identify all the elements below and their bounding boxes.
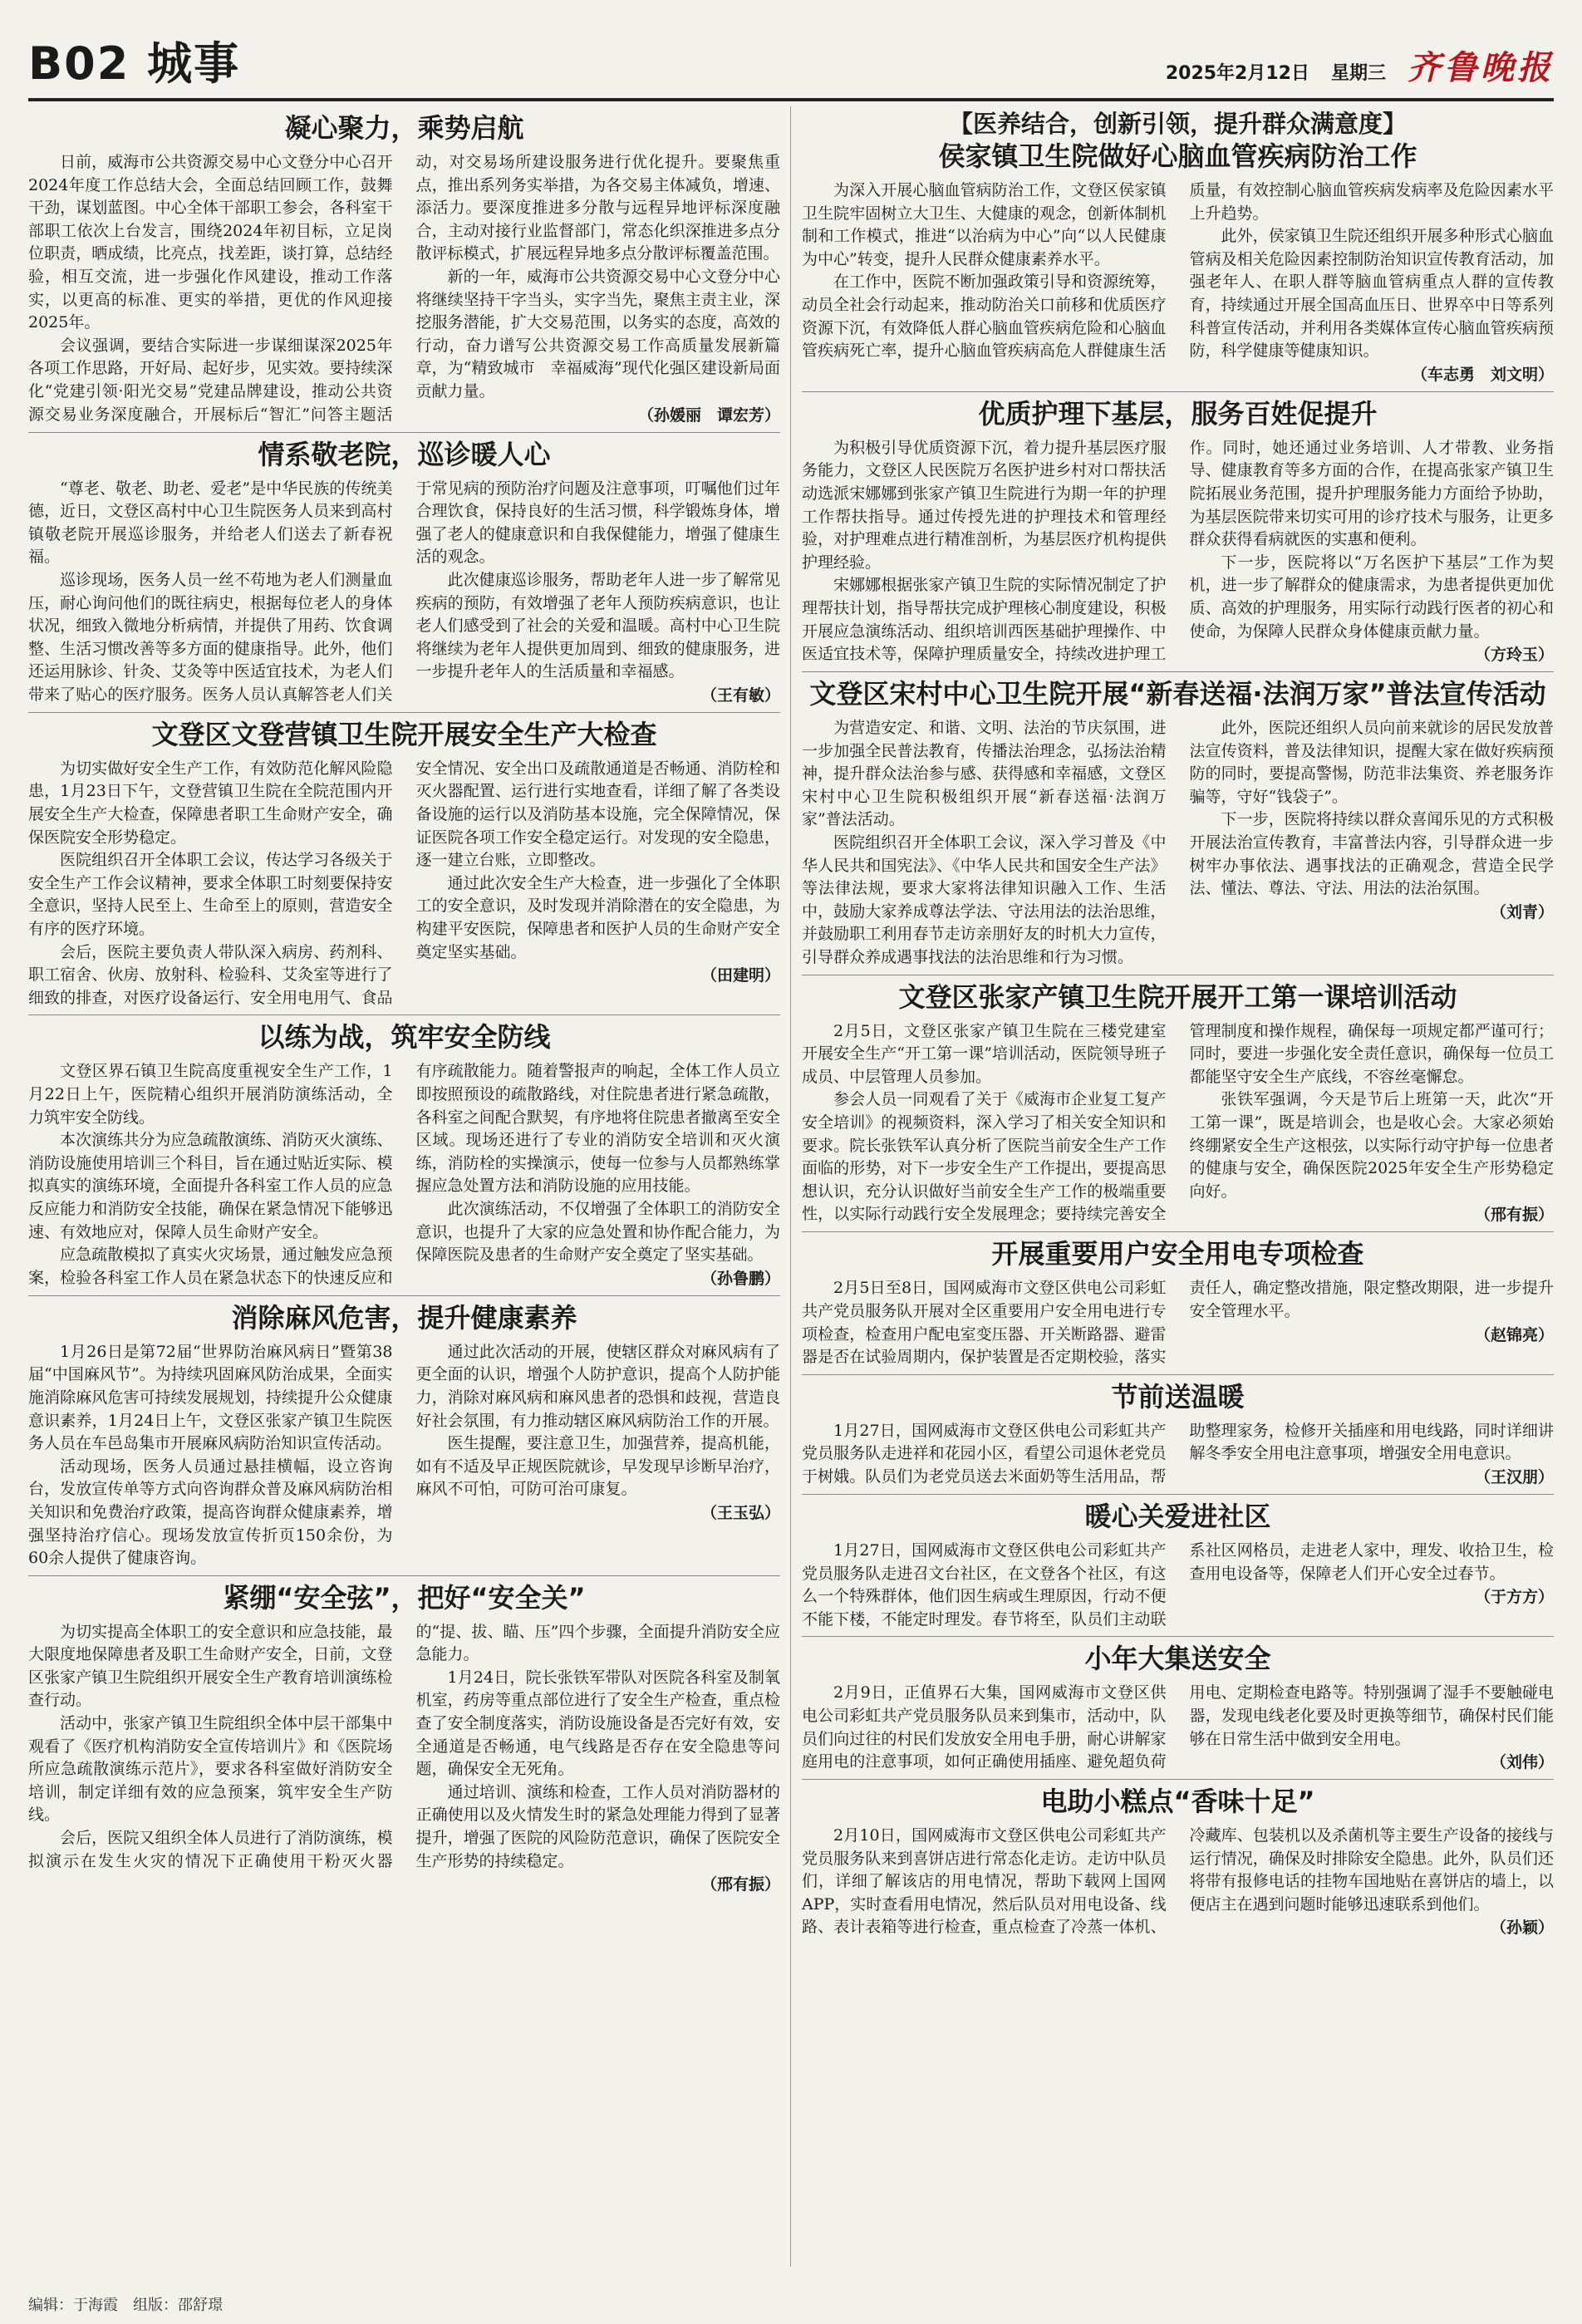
article-paragraph: 下一步，医院将持续以群众喜闻乐见的方式积极开展法治宣传教育，丰富普法内容，引导群众进一步树牢办事依法、遇事找法的正确观念，营造全民学法、懂法、尊法、守法、用法的法治氛围。	[1189, 810, 1554, 898]
article-headline: 文登区张家产镇卫生院开展开工第一课培训活动	[898, 980, 1457, 1013]
article-byline: （赵锦亮）	[1474, 1325, 1554, 1344]
article-paragraph: 2月10日，国网威海市文登区供电公司彩虹共产党员服务队来到喜饼店进行常态化走访。走访中队员们，详细了解该店的用电情况，帮助下载网上国网APP，实时查看用电情况，然后队员对用电设备、线路、表计表箱等进行检查，重点检查了冷蒸一体机、冷藏库、包装机以及杀菌机等主要生产设备的接线与运行情况，确保及时排除安全隐患。此外，队员们还将带有报修电话的挂物车国地贴在喜饼店的墙上，以便店主在遇到问题时能够迅速联系到他们。	[802, 1826, 1554, 1937]
article-paragraph: 本次演练共分为应急疏散演练、消防灭火演练、消防设施使用培训三个科目，旨在通过贴近实际、模拟真实的演练环境，全面提升各科室工作人员的应急反应能力和消防安全技能，确保在紧急情况下能够迅速、有效地应对，保障人员生命财产安全。	[28, 1131, 393, 1241]
article-headline: 节前送温暖	[1111, 1380, 1245, 1413]
article-byline: （刘青）	[1490, 902, 1554, 921]
article-byline: （孙媛丽 谭宏芳）	[637, 405, 780, 425]
article-body	[802, 1540, 1554, 1631]
article	[28, 1576, 780, 1902]
article-headline: 小年大集送安全	[1084, 1643, 1271, 1675]
article-body	[28, 1060, 780, 1290]
issue-date: 2025年2月12日	[1165, 63, 1309, 84]
article-body	[28, 758, 780, 1010]
article	[28, 1015, 780, 1295]
article-byline: （邢有振）	[700, 1875, 780, 1894]
article-kicker: 【医养结合，创新引领，提升群众满意度】	[948, 110, 1407, 138]
issue-weekday: 星期三	[1330, 63, 1386, 84]
article-paragraph: 张铁军强调，今天是节后上班第一天，此次“开工第一课”，既是培训会，也是收心会。大家必须始终绷紧安全生产这根弦，以实际行动守护每一位患者的健康与安全，确保医院2025年安全生产形势稳定向好。	[1189, 1090, 1554, 1201]
article-paragraph: 活动现场，医务人员通过悬挂横幅，设立咨询台，发放宣传单等方式向咨询群众普及麻风病防治相关知识和免费治疗政策，提高咨询群众健康素养，增强坚持治疗信心。现场发放宣传折页150余份，为60余人提供了健康咨询。	[28, 1457, 393, 1568]
article-paragraph: 为深入开展心脑血管病防治工作，文登区侯家镇卫生院牢固树立大卫生、大健康的观念，创新体制机制和工作模式，推进“以治病为中心”向“以人民健康为中心”转变，提升人民群众健康素养水平。	[802, 181, 1167, 268]
article-body	[28, 151, 780, 427]
article	[28, 713, 780, 1016]
article-body	[802, 1682, 1554, 1774]
article-byline: （田建明）	[700, 966, 780, 985]
article	[28, 106, 780, 433]
article-body	[802, 179, 1554, 386]
article-paragraph: 1月24日，院长张铁军带队对医院各科室及制氧机室，药房等重点部位进行了安全生产检查，重点检查了安全制度落实，消防设施设备是否完好有效，安全通道是否畅通，电气线路是否存在安全隐患等问题，确保安全无死角。	[415, 1668, 780, 1779]
article-body	[802, 1277, 1554, 1368]
article-paragraph: 通过培训、演练和检查，工作人员对消防器材的正确使用以及火情发生时的紧急处理能力得到了显著提升，增强了医院的风险防范意识，确保了医院安全生产形势的持续稳定。	[415, 1782, 780, 1870]
article-paragraph: 此次演练活动，不仅增强了全体职工的消防安全意识，也提升了大家的应急处置和协作配合能力，为保障医院及患者的生命财产安全奠定了坚实基础。	[415, 1199, 780, 1265]
article-byline: （车志勇 刘文明）	[1411, 365, 1554, 384]
article-paragraph: 活动中，张家产镇卫生院组织全体中层干部集中观看了《医疗机构消防安全宣传培训片》和《医院场所应急疏散演练示范片》，要求各科室做好消防安全培训，制定详细有效的应急预案，筑牢安全生产防线。	[28, 1714, 393, 1825]
article-headline: 紧绷“安全弦”，把好“安全关”	[223, 1581, 586, 1614]
page-footer: 编辑：于海霞 组版：邵舒璟	[28, 2297, 223, 2314]
article-paragraph: 巡诊现场，医务人员一丝不苟地为老人们测量血压，耐心询问他们的既往病史，根据每位老人的身体状况，细致入微地分析病情，并提供了用药、饮食调整、生活习惯改善等多方面的健康指导。此外，他们还运用脉诊、针灸、艾灸等中医适宜技术，为老人们带来了贴心的医疗服务。医务人员认真解答老人们关于常见病的预防治疗问题及注意事项，叮嘱他们过年合理饮食，保持良好的生活习惯，科学锻炼身体，增强了老人的健康意识和自我保健能力，增强了健康生活的观念。	[28, 479, 780, 704]
article-body	[802, 717, 1554, 970]
article-paragraph: 新的一年，威海市公共资源交易中心文登分中心将继续坚持干字当头，实字当先，聚焦主责主业，深挖服务潜能，扩大交易范围，以务实的态度，高效的行动，奋力谱写公共资源交易工作高质量发展新篇章，为“精致城市 幸福威海”现代化强区建设新局面贡献力量。	[415, 267, 780, 400]
column-divider	[790, 106, 791, 2267]
article-paragraph: 会后，医院主要负责人带队深入病房、药剂科、职工宿舍、伙房、放射科、检验科、艾灸室等进行了细致的排查，对医疗设备运行、安全用电用气、食品安全情况、安全出口及疏散通道是否畅通、消防栓和灭火器配置、运行进行实地查看，详细了解了各类设备设施的运行以及消防基本设施，完全保障情况，保证医院各项工作安全稳定运行。对发现的安全隐患，逐一建立台账，立即整改。	[28, 759, 780, 1007]
article	[802, 106, 1554, 392]
right-column	[802, 106, 1554, 1944]
article-paragraph: 宋娜娜根据张家产镇卫生院的实际情况制定了护理帮扶计划，指导帮扶完成护理核心制度建设，积极开展应急演练活动、组织培训西医基础护理操作、中医适宜技术等，保障护理质量安全，持续改进护理工作。同时，她还通过业务培训、人才带教、业务指导、健康教育等多方面的合作，在提高张家产镇卫生院拓展业务范围，提升护理服务能力方面给予协助，为基层医院带来切实可用的诊疗技术与服务，让更多群众获得看病就医的实惠和便利。	[802, 438, 1554, 664]
article-body	[802, 1020, 1554, 1227]
article-byline: （方玲玉）	[1474, 646, 1554, 665]
article-byline: （王汉朋）	[1474, 1467, 1554, 1486]
article-paragraph: 此外，侯家镇卫生院还组织开展多种形式心脑血管病及相关危险因素控制防治知识宣传教育活动，加强老年人、在职人群等脑血管病重点人群的宣传教育，持续通过开展全国高血压日、世界卒中日等系列科普宣传活动，并利用各类媒体宣传心脑血管疾病预防，科学健康等健康知识。	[1189, 227, 1554, 361]
article-paragraph: 为营造安定、和谐、文明、法治的节庆氛围，进一步加强全民普法教育，传播法治理念，弘扬法治精神，提升群众法治参与感、获得感和幸福感，文登区宋村中心卫生院积极组织开展“新春送福·法润万家”普法活动。	[802, 719, 1167, 829]
article-paragraph: 会后，医院又组织全体人员进行了消防演练，模拟演示在发生火灾的情况下正确使用干粉灭火器的“提、拔、瞄、压”四个步骤，全面提升消防安全应急能力。	[28, 1622, 780, 1870]
article	[802, 1637, 1554, 1780]
article-paragraph: 文登区界石镇卫生院高度重视安全生产工作，1月22日上午，医院精心组织开展消防演练活动，全力筑牢安全防线。	[28, 1062, 393, 1127]
article-paragraph: 1月27日，国网威海市文登区供电公司彩虹共产党员服务队走进召文台社区，在文登各个社区，有这么一个特殊群体，他们因生病或生理原因，行动不便不能下楼，不能定时理发。春节将至，队员们主动联系社区网格员，走进老人家中，理发、收拾卫生，检查用电设备等，保障老人们开心安全过春节。	[802, 1540, 1554, 1629]
article-headline: 凝心聚力，乘势启航	[284, 112, 524, 144]
article-byline: （王有敏）	[700, 685, 780, 705]
article-byline: （孙鲁鹏）	[700, 1269, 780, 1288]
article-paragraph: 医生提醒，要注意卫生，加强营养，提高机能，如有不适及早正规医院就诊，早发现早诊断早治疗，麻风不可怕，可防可治可康复。	[415, 1434, 780, 1499]
article-body	[802, 437, 1554, 666]
article-paragraph: 医院组织召开全体职工会议，深入学习普及《中华人民共和国宪法》、《中华人民共和国安全生产法》等法律法规，要求大家将法律知识融入工作、生活中，鼓励大家养成尊法学法、守法用法的法治思维，并鼓励职工利用春节走访亲朋好友的时机大力宣传，引导群众养成遇事找法的法治思维和行为习惯。	[802, 833, 1167, 967]
article-body	[28, 1621, 780, 1897]
article-body	[28, 478, 780, 707]
article-paragraph: 日前，威海市公共资源交易中心文登分中心召开2024年度工作总结大会，全面总结回顾工作，鼓舞干劲，谋划蓝图。中心全体干部职工参会，各科室干部职工依次上台发言，围绕2024年初目标，立足岗位职责，晒成绩，比亮点，找差距，谈打算，总结经验，相互交流，进一步强化作风建设，推动工作落实，以更高的标准、更实的举措，更优的作风迎接2025年。	[28, 153, 393, 332]
article-paragraph: 此外，医院还组织人员向前来就诊的居民发放普法宣传资料，普及法律知识，提醒大家在做好疾病预防的同时，要提高警惕，防范非法集资、养老服务诈骗等，守好“钱袋子”。	[1189, 719, 1554, 806]
article-paragraph: 通过此次活动的开展，使辖区群众对麻风病有了更全面的认识，增强个人防护意识，提高个人防护能力，消除对麻风病和麻风患者的恐惧和歧视，营造良好社会氛围，有力推动辖区麻风病防治工作的开展。	[415, 1342, 780, 1430]
article	[28, 433, 780, 713]
article-byline: （邢有振）	[1474, 1206, 1554, 1225]
article	[802, 1232, 1554, 1374]
page-header	[28, 23, 1554, 101]
article-paragraph: 2月5日，文登区张家产镇卫生院在三楼党建室开展安全生产“开工第一课”培训活动，医院领导班子成员、中层管理人员参加。	[802, 1021, 1167, 1086]
article-paragraph: 下一步，医院将以“万名医护下基层”工作为契机，进一步了解群众的健康需求，为患者提供更加优质、高效的护理服务，用实际行动践行医者的初心和使命，为保障人民群众身体健康贡献力量。	[1189, 553, 1554, 641]
article-paragraph: 通过此次安全生产大检查，进一步强化了全体职工的安全意识，及时发现并消除潜在的安全隐患，为构建平安医院，保障患者和医护人员的生命财产安全奠定坚实基础。	[415, 873, 780, 961]
article-paragraph: 此次健康巡诊服务，帮助老年人进一步了解常见疾病的预防，有效增强了老年人预防疾病意识，也让老人们感受到了社会的关爱和温暖。高村中心卫生院将继续为老年人提供更加周到、细致的健康服务，进一步提升老年人的生活质量和幸福感。	[415, 570, 780, 681]
article-byline: （刘伟）	[1490, 1753, 1554, 1772]
article-headline: 以练为战，筑牢安全防线	[258, 1021, 551, 1054]
newspaper-logo: 齐鲁晚报	[1408, 49, 1554, 87]
article	[802, 1780, 1554, 1944]
article-headline: 暖心关爱进社区	[1084, 1500, 1271, 1532]
article-paragraph: 为切实做好安全生产工作，有效防范化解风险隐患，1月23日下午，文登营镇卫生院在全院范围内开展安全生产大检查，保障患者职工生命财产安全，确保医院安全形势稳定。	[28, 759, 393, 847]
article-paragraph: 参会人员一同观看了关于《威海市企业复工复产安全培训》的视频资料，深入学习了相关安全知识和要求。院长张铁军认真分析了医院当前安全生产工作面临的形势，对下一步安全生产工作提出，要提高思想认识，充分认识做好当前安全生产工作的极端重要性，以实际行动践行安全发展理念；要持续完善安全管理制度和操作规程，确保每一项规定都严谨可行；同时，要进一步强化安全责任意识，确保每一位员工都能坚守安全生产底线，不容丝毫懈怠。	[802, 1021, 1554, 1224]
section-label: B02 城事	[28, 37, 241, 90]
article-body	[28, 1341, 780, 1570]
article	[802, 672, 1554, 975]
header-meta	[1166, 42, 1554, 89]
article-body	[802, 1825, 1554, 1939]
article-paragraph: 会议强调，要结合实际进一步谋细谋深2025年各项工作思路，开好局、起好步，见实效。要持续深化“党建引领·阳光交易”党建品牌建设，推动公共资源交易业务深度融合，开展标后“智汇”问答主题活动，对交易场所建设服务进行优化提升。要聚焦重点，推出系列务实举措，为各交易主体减负，增速、添活力。要深度推进多分散与远程异地评标深度融合，主动对接行业监督部门，常态化织深推进多点分散评标模式，扩展远程异地多点分散评标覆盖范围。	[28, 153, 780, 424]
article-headline: 优质护理下基层，服务百姓促提升	[978, 397, 1378, 430]
article-headline: 情系敬老院，巡诊暖人心	[258, 438, 551, 470]
article-paragraph: 1月26日是第72届“世界防治麻风病日”暨第38届“中国麻风节”。为持续巩固麻风防治成果，全面实施消除麻风危害可持续发展规划，持续提升公众健康意识素养，1月24日上午，文登区张家产镇卫生院医务人员在车邑岛集市开展麻风病防治知识宣传活动。	[28, 1342, 393, 1453]
article-paragraph: 在工作中，医院不断加强政策引导和资源统筹，动员全社会行动起来，推动防治关口前移和优质医疗资源下沉，有效降低人群心脑血管疾病危险和心脑血管疾病死亡率，提升心脑血管疾病高危人群健康生活质量，有效控制心脑血管疾病发病率及危险因素水平上升趋势。	[802, 181, 1554, 361]
article-paragraph: 为切实提高全体职工的安全意识和应急技能，最大限度地保障患者及职工生命财产安全，日前，文登区张家产镇卫生院组织开展安全生产教育培训演练检查行动。	[28, 1622, 393, 1710]
article-paragraph: 应急疏散模拟了真实火灾场景，通过触发应急预案，检验各科室工作人员在紧急状态下的快速反应和有序疏散能力。随着警报声的响起，全体工作人员立即按照预设的疏散路线，对住院患者进行紧急疏散，各科室之间配合默契，有序地将住院患者撤离至安全区域。现场还进行了专业的消防安全培训和灭火演练，消防栓的实操演示，使每一位参与人员都熟练掌握应急处置方法和消防设施的应用技能。	[28, 1062, 780, 1287]
article-headline: 侯家镇卫生院做好心脑血管疾病防治工作	[938, 140, 1417, 172]
article-paragraph: “尊老、敬老、助老、爱老”是中华民族的传统美德，近日，文登区高村中心卫生院医务人员来到高村镇敬老院开展巡诊服务，并给老人们送去了新春祝福。	[28, 479, 393, 567]
article	[28, 1296, 780, 1576]
article	[802, 975, 1554, 1233]
article-paragraph: 2月9日，正值界石大集，国网威海市文登区供电公司彩虹共产党员服务队员来到集市，活动中，队员们向过往的村民们发放安全用电手册，耐心讲解家庭用电的注意事项，如何正确使用插座、避免超负荷用电、定期检查电路等。特别强调了湿手不要触碰电器，发现电线老化要及时更换等细节，确保村民们能够在日常生活中做到安全用电。	[802, 1683, 1554, 1771]
article-paragraph: 2月5日至8日，国网威海市文登区供电公司彩虹共产党员服务队开展对全区重要用户安全用电进行专项检查，检查用户配电室变压器、开关断路器、避雷器是否在试验周期内，保护装置是否定期校验，落实责任人，确定整改措施，限定整改期限，进一步提升安全管理水平。	[802, 1279, 1554, 1367]
article	[802, 1375, 1554, 1495]
article-paragraph: 医院组织召开全体职工会议，传达学习各级关于安全生产工作会议精神，要求全体职工时刻要保持安全意识，坚持人民至上、生命至上的原则，营造安全有序的医疗环境。	[28, 851, 393, 939]
article-headline: 开展重要用户安全用电专项检查	[991, 1238, 1364, 1270]
article-paragraph: 1月27日，国网威海市文登区供电公司彩虹共产党员服务队走进祥和花园小区，看望公司退休老党员于树娥。队员们为老党员送去米面奶等生活用品，帮助整理家务，检修开关插座和用电线路，同时详细讲解冬季安全用电注意事项，增强安全用电意识。	[802, 1421, 1554, 1486]
article-headline: 文登区文登营镇卫生院开展安全生产大检查	[151, 718, 657, 750]
article-headline: 消除麻风危害，提升健康素养	[231, 1301, 577, 1334]
article-byline: （孙颖）	[1490, 1919, 1554, 1938]
article-byline: （王玉弘）	[700, 1503, 780, 1522]
article-byline: （于方方）	[1474, 1588, 1554, 1607]
article	[802, 1495, 1554, 1637]
article-headline: 文登区宋村中心卫生院开展“新春送福·法润万家”普法宣传活动	[809, 678, 1546, 710]
article	[802, 392, 1554, 672]
article-body	[802, 1420, 1554, 1489]
left-column	[28, 106, 780, 1901]
article-paragraph: 为积极引导优质资源下沉，着力提升基层医疗服务能力，文登区人民医院万名医护进乡村对口帮扶活动选派宋娜娜到张家产镇卫生院进行为期一年的护理工作帮扶指导。通过传授先进的护理技术和管理经验，对护理难点进行精准剖析，为基层医疗机构提供护理经验。	[802, 438, 1167, 572]
article-headline: 电助小糕点“香味十足”	[1040, 1786, 1315, 1818]
